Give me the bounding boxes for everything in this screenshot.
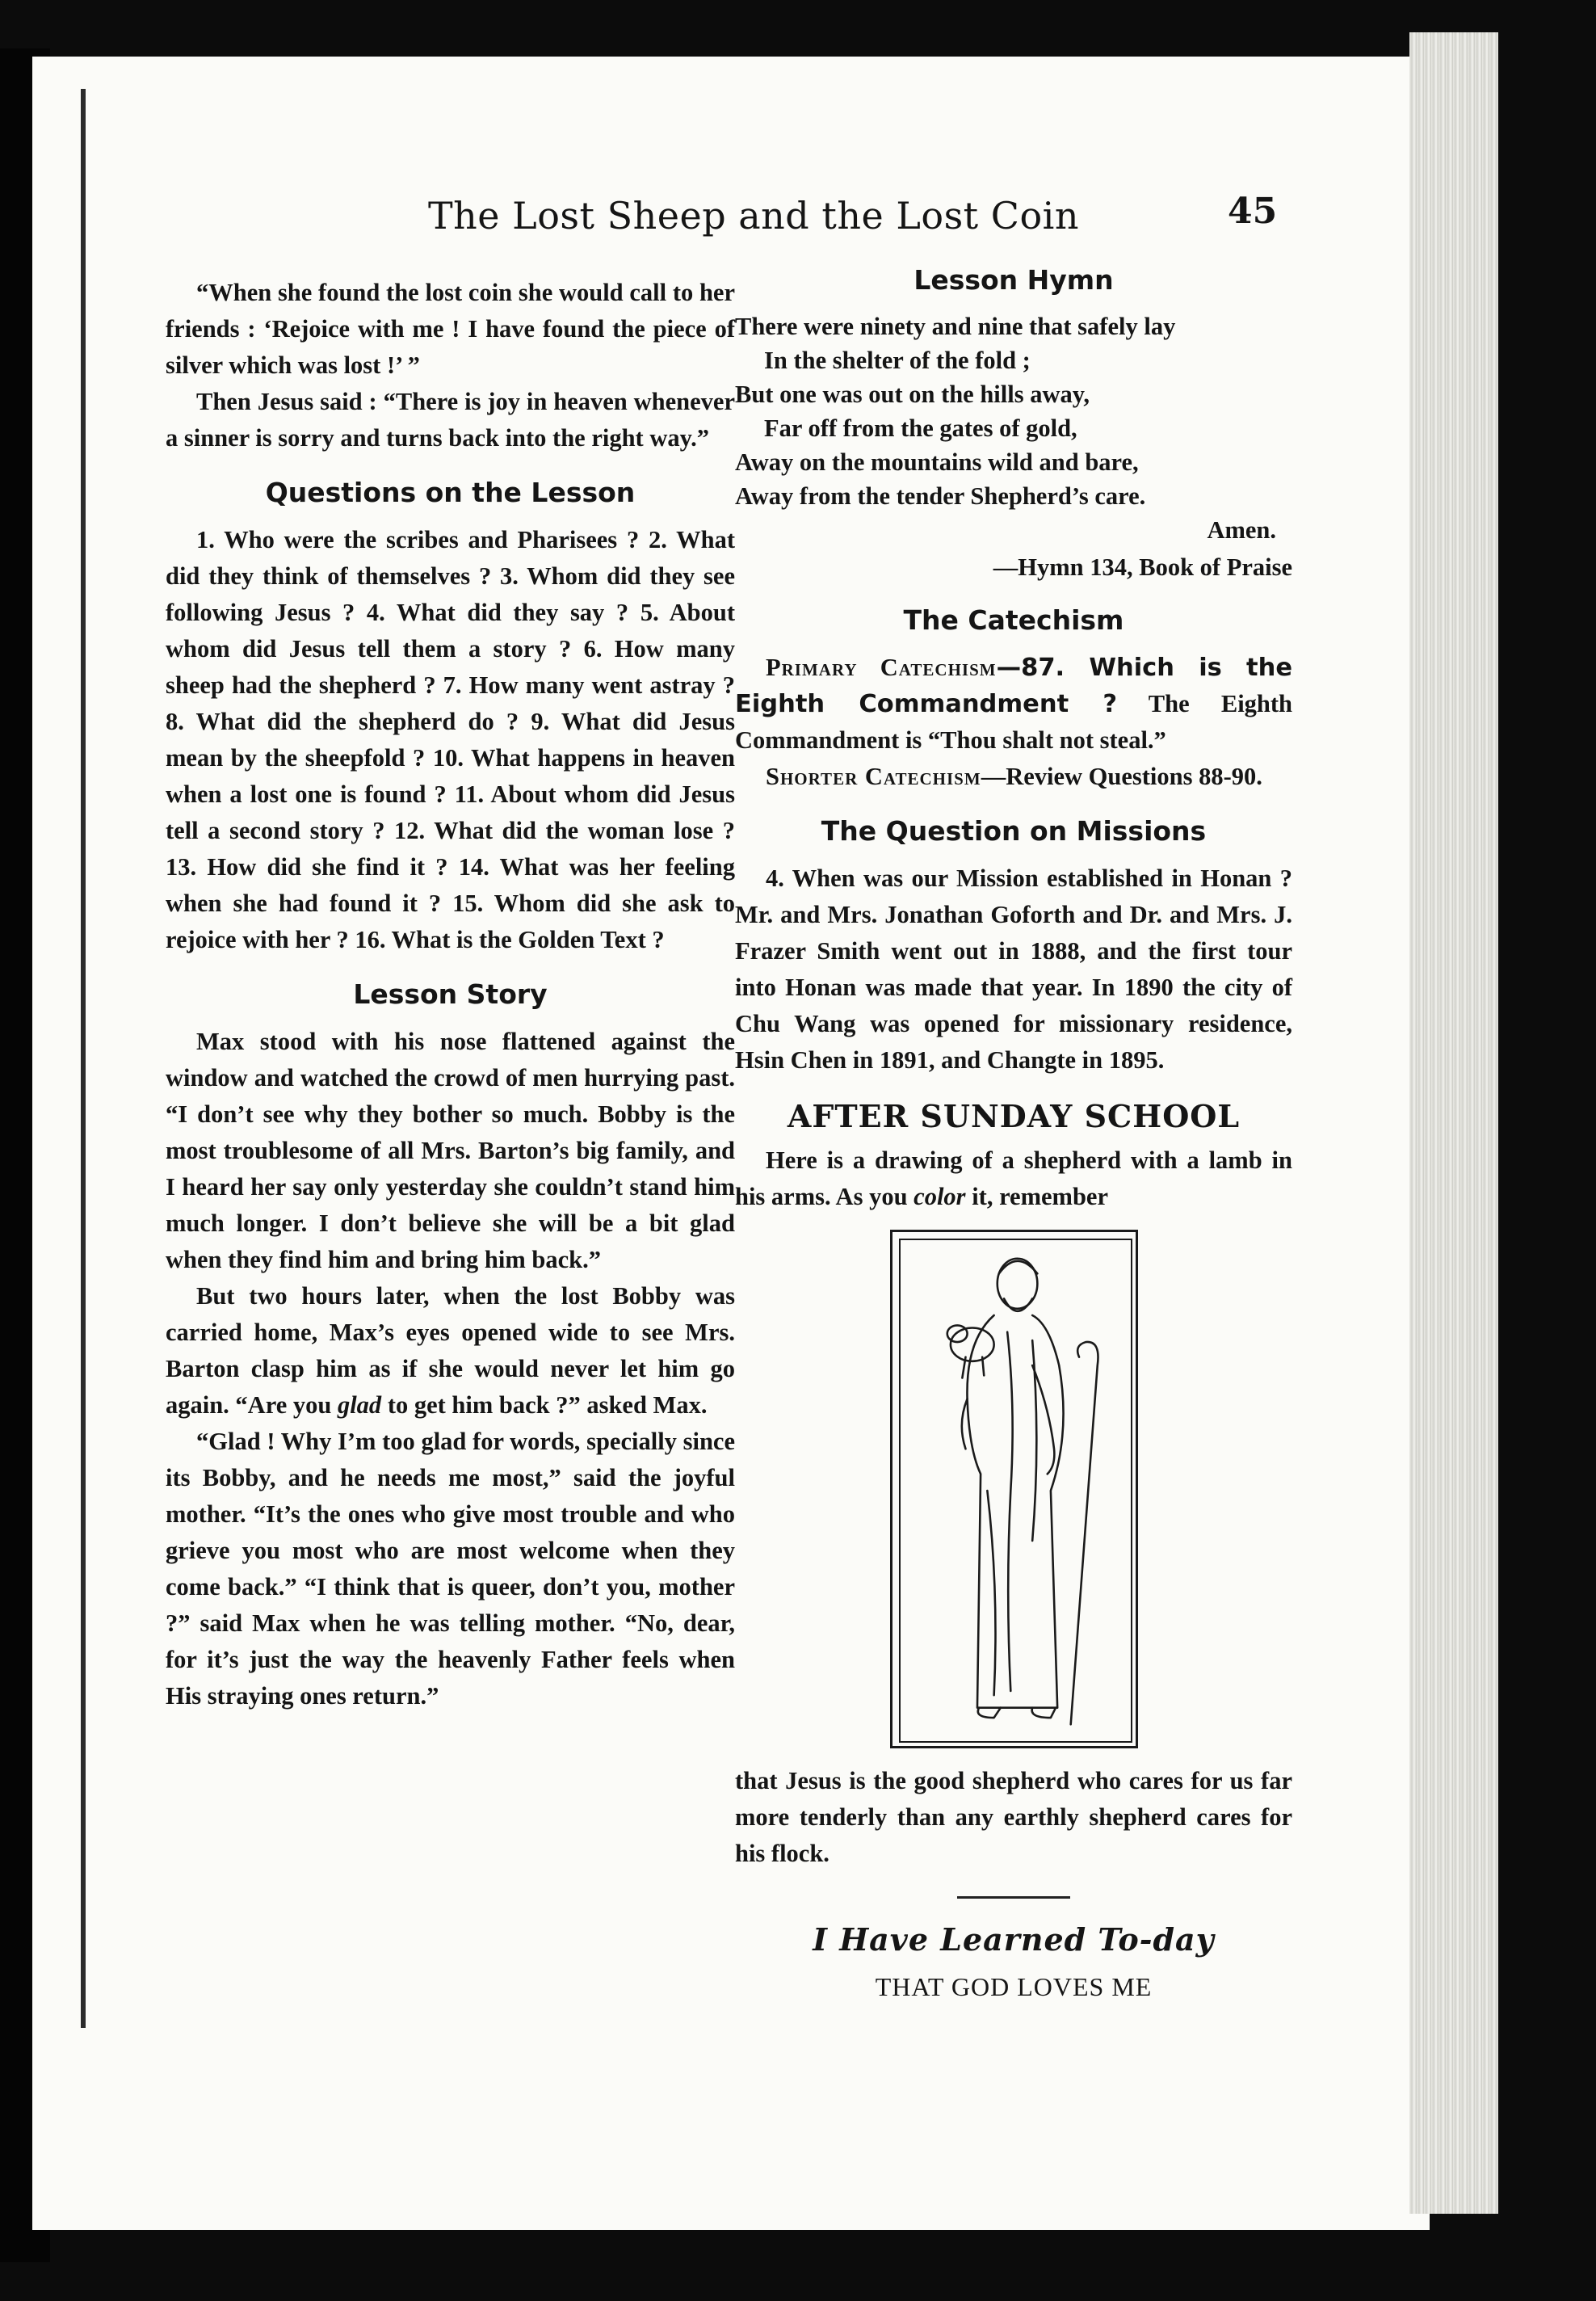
- hymn-line: Far off from the gates of gold,: [764, 414, 1077, 442]
- page-number: 45: [1228, 191, 1278, 232]
- hymn-line: In the shelter of the fold ;: [764, 347, 1031, 374]
- missions-text: 4. When was our Mission established in Honan ? Mr. and Mrs. Jonathan Goforth and Dr. and Mrs. J. Frazer Smith went out in 1888, and the first tour into Honan was made that year. In 1890 the city of Chu Wang was opened for missionary residence, Hsin Chen in 1891, and Changte in 1895.: [735, 864, 1292, 1074]
- running-head: The Lost Sheep and the Lost Coin: [428, 194, 1080, 238]
- lesson-story-paragraph-2: But two hours later, when the lost Bobby was carried home, Max’s eyes opened wide to see Mrs. Barton clasp him as if she would never let him go again. “Are you glad to get him back ?” asked Max.: [166, 1282, 735, 1419]
- story-closing-paragraph-2: Then Jesus said : “There is joy in heaven whenever a sinner is sorry and turns back into the right way.”: [166, 388, 735, 452]
- gutter-shadow: [81, 89, 86, 2028]
- primary-catechism: [735, 650, 1292, 759]
- shepherd-drawing: [901, 1240, 1131, 1741]
- primary-catechism-label: Primary Catechism: [766, 654, 997, 681]
- lesson-story-paragraph-3: “Glad ! Why I’m too glad for words, specially since its Bobby, and he needs me most,” said the joyful mother. “It’s the ones who give most trouble and who grieve you most who are most welcome when they come back.” “I think that is queer, don’t you, mother ?” said Max when he was telling mother. “No, dear, for it’s just the way the heavenly Father feels when His straying ones return.”: [166, 1428, 735, 1710]
- shorter-catechism: Shorter Catechism—Review Questions 88-90.: [766, 763, 1262, 790]
- after-sunday-school-text: Here is a drawing of a shepherd with a lamb in his arms. As you color it, remember: [735, 1146, 1292, 1210]
- emphasis-glad: glad: [337, 1391, 382, 1419]
- catechism-heading: The Catechism: [903, 604, 1124, 636]
- left-column: [166, 275, 735, 1714]
- shepherd-illustration-frame: [890, 1230, 1138, 1748]
- hymn-line: Away from the tender Shepherd’s care.: [735, 482, 1146, 510]
- page-edges: [1409, 32, 1498, 2214]
- after-sunday-school-heading: AFTER SUNDAY SCHOOL: [787, 1098, 1241, 1134]
- questions-text: 1. Who were the scribes and Pharisees ? 2. What did they think of themselves ? 3. Whom did they see following Jesus ? 4. What did they say ? 5. About whom did Jesus tell them a story ? 6. How many sheep had the shepherd ? 7. How many went astray ? 8. What did the shepherd do ? 9. What did Jesus mean by the sheepfold ? 10. What happens in heaven when a lost one is found ? 11. About whom did Jesus tell a second story ? 12. What did the woman lose ? 13. How did she find it ? 14. What was her feeling when she had found it ? 15. Whom did she ask to rejoice with her ? 16. What is the Golden Text ?: [166, 526, 735, 953]
- learned-today-heading: I Have Learned To-day: [813, 1921, 1215, 1958]
- hymn-line: There were ninety and nine that safely lay: [735, 313, 1176, 340]
- hymn-line: Away on the mountains wild and bare,: [735, 448, 1139, 476]
- questions-heading: Questions on the Lesson: [265, 477, 636, 508]
- lesson-story-heading: Lesson Story: [353, 978, 548, 1010]
- primary-catechism-question: —87. Which is the Eighth Commandment ?: [735, 654, 1293, 718]
- missions-heading: The Question on Missions: [821, 815, 1207, 847]
- right-column: [735, 259, 1292, 2005]
- primary-catechism-answer: The Eighth Commandment is “Thou shalt not steal.”: [735, 690, 1292, 754]
- hymn-amen: Amen.: [1207, 516, 1276, 544]
- emphasis-color: color: [914, 1183, 966, 1210]
- learned-today-text: THAT GOD LOVES ME: [875, 1972, 1153, 2001]
- after-sunday-school-text-continued: that Jesus is the good shepherd who cares for us far more tenderly than any earthly shepherd cares for his flock.: [735, 1767, 1292, 1867]
- story-closing-paragraph: “When she found the lost coin she would call to her friends : ‘Rejoice with me ! I have found the piece of silver which was lost !’ ”: [166, 279, 735, 379]
- lesson-story-paragraph-1: Max stood with his nose flattened against the window and watched the crowd of men hurrying past. “I don’t see why they bother so much. Bobby is the most troublesome of all Mrs. Barton’s big family, and I heard her say only yesterday she couldn’t stand him much longer. I don’t believe she will be a bit glad when they find him and bring him back.”: [166, 1028, 735, 1273]
- divider-rule: [957, 1896, 1070, 1899]
- hymn-heading: Lesson Hymn: [914, 264, 1114, 296]
- hymn-line: But one was out on the hills away,: [735, 381, 1090, 408]
- shorter-catechism-label: Shorter Catechism: [766, 763, 981, 790]
- shepherd-illustration: [899, 1239, 1132, 1743]
- hymn-verse: [735, 309, 1292, 584]
- hymn-reference: —Hymn 134, Book of Praise: [993, 553, 1292, 581]
